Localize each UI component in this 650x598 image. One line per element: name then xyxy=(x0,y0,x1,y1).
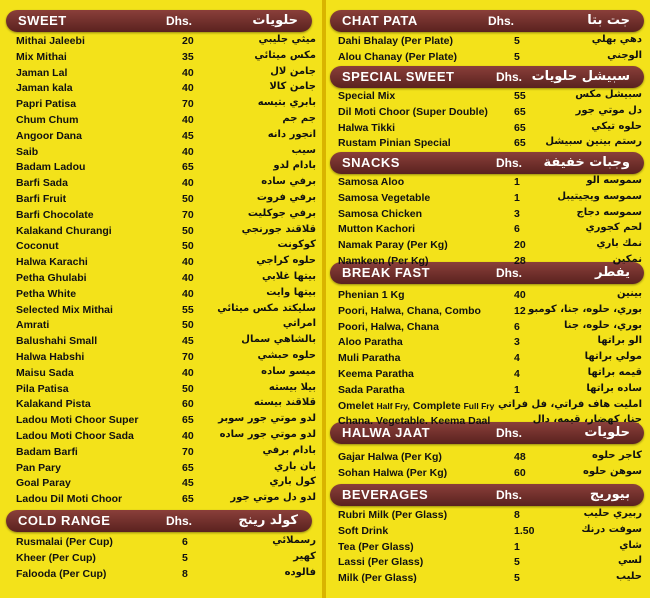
item-arabic-name: ميثي جليبي xyxy=(258,34,316,45)
item-price: 50 xyxy=(182,319,194,332)
item-arabic-name: لسي xyxy=(617,555,642,567)
item-name-note: Half Fry, xyxy=(376,400,410,411)
item-arabic-name: امراتي xyxy=(282,318,316,330)
menu-item xyxy=(338,254,642,269)
menu-item xyxy=(16,429,316,444)
item-arabic-name: كاجر حلوه xyxy=(592,450,642,461)
item-price: 8 xyxy=(182,567,188,580)
item-name: Selected Mix Mithai xyxy=(16,303,113,316)
item-price: 20 xyxy=(514,239,526,252)
menu-item xyxy=(338,238,642,253)
item-arabic-name: دهي بهلي xyxy=(591,34,642,45)
item-name: Sada Paratha xyxy=(338,383,405,396)
item-arabic-name: بوري، حلوه، جنا xyxy=(563,319,642,331)
item-price: 60 xyxy=(182,398,194,411)
item-price: 65 xyxy=(182,414,194,427)
item-name: Jaman Lal xyxy=(16,66,68,79)
item-arabic-name: ساده براتها xyxy=(586,382,642,394)
item-price: 70 xyxy=(182,445,194,458)
menu-item xyxy=(338,121,642,136)
item-price: 40 xyxy=(182,145,194,158)
item-arabic-name: رسملائي xyxy=(272,535,316,546)
item-name: Mithai Jaleebi xyxy=(16,35,85,47)
section-currency: Dhs. xyxy=(496,266,523,280)
menu-item xyxy=(16,224,316,239)
menu-item xyxy=(16,145,316,160)
item-price: 1 xyxy=(514,540,520,553)
menu-item xyxy=(338,175,642,190)
section-currency: Dhs. xyxy=(166,14,193,28)
item-name: Halwa Tikki xyxy=(338,121,396,134)
item-arabic-name: لدو موتي جور سوبر xyxy=(218,413,316,425)
menu-item xyxy=(16,461,316,476)
menu-item xyxy=(16,271,316,286)
item-price: 5 xyxy=(514,556,520,569)
item-name: Namak Paray (Per Kg) xyxy=(338,239,448,252)
item-name: Poori, Halwa, Chana, Combo xyxy=(338,304,481,317)
item-name: Chum Chum xyxy=(16,114,79,126)
menu-item xyxy=(16,160,316,175)
section-title: HALWA JAAT xyxy=(342,425,431,440)
item-name: Chana. Vegetable. Keema Daal xyxy=(338,415,491,428)
menu-item xyxy=(16,239,316,254)
item-name: Samosa Vegetable xyxy=(338,191,431,204)
item-name: Balushahi Small xyxy=(16,335,98,348)
item-arabic-name: بيلا بيسته xyxy=(268,381,316,393)
item-price: 48 xyxy=(514,451,526,463)
item-price: 40 xyxy=(182,256,194,269)
item-arabic-name: بوري، حلوه، جنا، كومبو xyxy=(528,303,642,315)
section-header-snacks xyxy=(330,152,644,174)
item-name: Ladou Dil Moti Choor xyxy=(16,493,123,506)
menu-item xyxy=(16,397,316,412)
item-price: 1.50 xyxy=(514,524,535,537)
item-price: 1 xyxy=(514,191,520,204)
item-name: Barfi Sada xyxy=(16,177,68,190)
item-price: 60 xyxy=(514,466,526,479)
menu-item xyxy=(338,466,642,481)
section-arabic-title: سبيشل حلويات xyxy=(531,69,630,84)
menu-item xyxy=(338,383,642,398)
item-arabic-name: برفي فروت xyxy=(256,192,316,203)
menu-item xyxy=(16,445,316,460)
item-price: 40 xyxy=(182,287,194,300)
item-price: 65 xyxy=(514,121,526,134)
item-arabic-name: نمكين xyxy=(612,254,642,265)
item-price: 40 xyxy=(182,66,194,79)
item-name: Lassi (Per Glass) xyxy=(338,556,424,569)
item-name: Mix Mithai xyxy=(16,50,67,63)
item-price: 45 xyxy=(182,129,194,142)
item-name: Pan Pary xyxy=(16,461,61,474)
item-name: Amrati xyxy=(16,319,50,332)
menu-item xyxy=(16,192,316,207)
item-name: Dahi Bhalay (Per Plate) xyxy=(338,35,453,47)
menu-item xyxy=(16,382,316,397)
section-title: SPECIAL SWEET xyxy=(342,69,455,84)
item-arabic-name: كول باري xyxy=(269,476,316,488)
item-arabic-name: بيتها وايت xyxy=(266,286,316,298)
section-header-cold-range xyxy=(6,510,312,532)
item-arabic-name: بينين xyxy=(617,288,642,299)
item-name xyxy=(338,400,494,412)
item-arabic-name: لدو موتي جور ساده xyxy=(219,429,316,440)
section-arabic-title: كولد رينج xyxy=(238,513,298,528)
item-name: Saib xyxy=(16,145,39,158)
item-name: Kheer (Per Cup) xyxy=(16,551,96,564)
item-price: 45 xyxy=(182,477,194,490)
section-header-sweet xyxy=(6,10,312,32)
column-divider xyxy=(322,0,326,598)
item-arabic-name: ميسو ساده xyxy=(261,365,316,377)
menu-item xyxy=(338,288,642,303)
item-name: Phenian 1 Kg xyxy=(338,289,405,301)
item-arabic-name: سبيشل مكس xyxy=(575,89,642,100)
menu-item xyxy=(16,34,316,49)
item-arabic-name: مولي براتها xyxy=(584,351,642,363)
item-arabic-name: سموسه الو xyxy=(586,175,642,186)
menu-item xyxy=(338,508,642,523)
item-arabic-name: بابري بتيسه xyxy=(257,97,316,109)
item-price: 4 xyxy=(514,352,520,365)
item-name: Ladou Moti Choor Super xyxy=(16,414,139,427)
item-price: 3 xyxy=(514,207,520,220)
item-name-main: Omelet xyxy=(338,399,377,412)
item-price: 45 xyxy=(182,335,194,348)
menu-item xyxy=(16,176,316,191)
item-name: Aloo Paratha xyxy=(338,336,403,349)
menu-item xyxy=(16,66,316,81)
item-name: Sohan Halwa (Per Kg) xyxy=(338,466,448,479)
item-name: Keema Paratha xyxy=(338,368,414,380)
item-arabic-name: برفي ساده xyxy=(261,176,316,188)
item-name: Dil Moti Choor (Super Double) xyxy=(338,105,488,118)
item-price: 70 xyxy=(182,208,194,221)
menu-item xyxy=(16,366,316,381)
item-price: 70 xyxy=(182,351,194,363)
item-price: 6 xyxy=(182,536,188,548)
item-arabic-name: لحم كجوري xyxy=(585,222,642,234)
menu-item xyxy=(338,89,642,104)
item-name: Kalakand Pista xyxy=(16,398,91,411)
menu-item xyxy=(338,555,642,570)
item-price: 55 xyxy=(182,303,194,316)
menu-item xyxy=(338,207,642,222)
menu-item xyxy=(338,367,642,382)
item-price: 5 xyxy=(514,35,520,47)
item-arabic-name: بادام لدو xyxy=(273,160,316,172)
menu-item xyxy=(16,208,316,223)
section-title: SNACKS xyxy=(342,155,400,170)
item-name: Badam Ladou xyxy=(16,161,86,174)
item-price: 65 xyxy=(514,105,526,118)
menu-item xyxy=(16,476,316,491)
item-price: 28 xyxy=(514,255,526,267)
menu-item xyxy=(338,540,642,555)
item-price: 8 xyxy=(514,509,520,521)
menu-item xyxy=(16,81,316,96)
item-arabic-name: بان باري xyxy=(274,460,316,472)
item-arabic-name: جامن لال xyxy=(270,65,316,77)
item-price: 3 xyxy=(514,336,520,349)
menu-item xyxy=(16,334,316,349)
item-arabic-name: الو براتها xyxy=(597,335,642,347)
item-name: Goal Paray xyxy=(16,477,71,490)
item-arabic-name: بالشاهي سمال xyxy=(241,334,316,346)
item-price: 50 xyxy=(182,382,194,395)
item-price: 5 xyxy=(514,50,520,63)
item-arabic-name: جامن كالا xyxy=(269,81,316,93)
section-currency: Dhs. xyxy=(166,514,193,528)
item-price: 35 xyxy=(182,50,194,63)
item-price: 6 xyxy=(514,320,520,333)
item-name: Alou Chanay (Per Plate) xyxy=(338,50,458,63)
item-name: Muli Paratha xyxy=(338,352,401,365)
item-name: Rubri Milk (Per Glass) xyxy=(338,509,448,521)
item-price: 40 xyxy=(182,177,194,190)
item-arabic-name: فالوده xyxy=(284,566,316,578)
item-name: Gajar Halwa (Per Kg) xyxy=(338,451,442,463)
item-arabic-name: بادام برفي xyxy=(262,444,316,456)
menu-item xyxy=(16,567,316,582)
menu-item xyxy=(16,413,316,428)
item-arabic-name: مكس ميثائي xyxy=(254,49,316,61)
item-name: Samosa Aloo xyxy=(338,176,405,188)
item-price: 40 xyxy=(182,430,194,442)
item-name: Maisu Sada xyxy=(16,366,74,379)
section-title: SWEET xyxy=(18,13,67,28)
menu-item xyxy=(338,571,642,586)
menu-item xyxy=(16,303,316,318)
section-arabic-title: حلويات xyxy=(252,13,298,28)
item-arabic-name: كوكونت xyxy=(277,239,316,251)
item-price: 50 xyxy=(182,224,194,237)
menu-item xyxy=(16,318,316,333)
item-price: 5 xyxy=(182,551,188,564)
menu-item xyxy=(338,335,642,350)
item-price: 40 xyxy=(182,82,194,95)
item-price: 40 xyxy=(514,289,526,301)
item-price: 50 xyxy=(182,240,194,253)
section-title: BEVERAGES xyxy=(342,487,429,502)
item-name: Petha White xyxy=(16,287,77,300)
item-arabic-name: سموسه دجاج xyxy=(576,206,642,218)
menu-item xyxy=(338,50,642,65)
menu-item xyxy=(338,320,642,335)
section-arabic-title: حلويات xyxy=(584,425,630,440)
menu-item xyxy=(338,191,642,206)
item-name: Samosa Chicken xyxy=(338,207,423,220)
item-name: Papri Patisa xyxy=(16,98,77,111)
item-price: 50 xyxy=(182,193,194,205)
item-price: 40 xyxy=(182,366,194,379)
item-name: Ladou Moti Choor Sada xyxy=(16,430,134,442)
item-arabic-name: الوجني xyxy=(607,49,642,61)
menu-item xyxy=(16,287,316,302)
item-price: 55 xyxy=(514,90,526,102)
item-name: Pila Patisa xyxy=(16,382,69,395)
menu-item xyxy=(338,399,642,414)
section-arabic-title: يفطر xyxy=(595,265,630,280)
item-name-rest: Complete xyxy=(409,399,464,412)
item-arabic-name: دل موتي جور xyxy=(575,104,642,116)
item-name: Badam Barfi xyxy=(16,445,78,458)
item-price: 5 xyxy=(514,572,520,585)
menu-item xyxy=(16,97,316,112)
item-name: Petha Ghulabi xyxy=(16,272,87,284)
item-arabic-name: سليكتد مكس ميثائي xyxy=(217,302,316,314)
item-price: 65 xyxy=(182,493,194,506)
item-name: Barfi Chocolate xyxy=(16,208,94,221)
section-title: COLD RANGE xyxy=(18,513,111,528)
item-arabic-name: انجور دانه xyxy=(267,128,316,140)
section-header-beverages xyxy=(330,484,644,506)
menu-item xyxy=(338,450,642,465)
item-arabic-name: حلوه كراجي xyxy=(256,255,316,267)
item-name: Coconut xyxy=(16,240,59,253)
section-header-chat-pata xyxy=(330,10,644,32)
section-title: BREAK FAST xyxy=(342,265,431,280)
item-name: Falooda (Per Cup) xyxy=(16,567,107,580)
item-arabic-name: حلوه تيكي xyxy=(591,120,642,132)
section-currency: Dhs. xyxy=(488,14,515,28)
item-arabic-name: قلاقند بيسته xyxy=(253,397,316,409)
item-arabic-name: قيمه براتها xyxy=(587,367,642,378)
item-arabic-name: حليب xyxy=(616,571,642,583)
item-price: 1 xyxy=(514,176,520,188)
menu-item xyxy=(338,351,642,366)
menu-item xyxy=(16,350,316,365)
item-arabic-name: قلاقند جورنجي xyxy=(241,223,316,235)
item-name: Halwa Karachi xyxy=(16,256,88,269)
item-name: Halwa Habshi xyxy=(16,351,85,363)
section-arabic-title: بيوريج xyxy=(589,487,630,502)
section-currency: Dhs. xyxy=(496,70,523,84)
item-price: 6 xyxy=(514,223,520,236)
item-arabic-name: حلوه حبشي xyxy=(257,350,316,361)
menu-item xyxy=(338,304,642,319)
menu-item xyxy=(338,524,642,539)
item-arabic-name: ربيري حليب xyxy=(583,508,642,519)
menu-item xyxy=(16,551,316,566)
item-arabic-name: سوفت درنك xyxy=(581,523,642,535)
item-name: Tea (Per Glass) xyxy=(338,540,414,553)
item-arabic-name: شاي xyxy=(619,539,642,551)
item-price: 40 xyxy=(182,114,194,126)
section-currency: Dhs. xyxy=(496,156,523,170)
item-price: 12 xyxy=(514,304,526,317)
item-price: 20 xyxy=(182,35,194,47)
section-currency: Dhs. xyxy=(496,426,523,440)
menu-item xyxy=(16,535,316,550)
item-name: Poori, Halwa, Chana xyxy=(338,320,439,333)
item-arabic-name: رستم بينين سبيشل xyxy=(545,136,642,148)
item-price: 65 xyxy=(514,137,526,150)
menu-item xyxy=(16,255,316,270)
menu-item xyxy=(338,222,642,237)
item-arabic-name: جم جم xyxy=(282,113,316,124)
menu-item xyxy=(16,129,316,144)
item-name: Special Mix xyxy=(338,90,396,102)
item-price: 40 xyxy=(182,272,194,284)
item-arabic-name: سوهن حلوه xyxy=(583,465,642,477)
item-price: 1 xyxy=(514,383,520,396)
item-name: Rusmalai (Per Cup) xyxy=(16,536,113,548)
item-name: Jaman kala xyxy=(16,82,73,95)
menu-item xyxy=(338,136,642,151)
menu-item xyxy=(338,105,642,120)
section-header-special-sweet xyxy=(330,66,644,88)
item-name: Barfi Fruit xyxy=(16,193,67,205)
item-arabic-name: بيتها غلابي xyxy=(261,271,316,282)
item-name-note: Full Fry xyxy=(463,400,495,411)
item-arabic-name: كهير xyxy=(293,550,316,562)
item-name: Angoor Dana xyxy=(16,129,82,142)
item-price: 65 xyxy=(182,161,194,174)
menu-item xyxy=(16,113,316,128)
item-name: Milk (Per Glass) xyxy=(338,572,417,585)
section-arabic-title: جت بتا xyxy=(587,13,630,28)
item-arabic-name: جنا، كهضار، قيمه، دال xyxy=(532,414,642,426)
item-arabic-name: امليت هاف فراتي، فل فراتي xyxy=(497,398,642,410)
menu-item xyxy=(338,414,642,429)
item-arabic-name: نمك باري xyxy=(596,238,642,250)
section-currency: Dhs. xyxy=(496,488,523,502)
menu-item xyxy=(338,34,642,49)
item-arabic-name: برفي جوكليت xyxy=(247,207,316,219)
item-price: 70 xyxy=(182,98,194,111)
item-name: Namkeen (Per Kg) xyxy=(338,255,429,267)
item-name: Soft Drink xyxy=(338,524,389,537)
item-price: 65 xyxy=(182,461,194,474)
section-arabic-title: وجبات خفيفة xyxy=(543,155,630,170)
section-title: CHAT PATA xyxy=(342,13,418,28)
menu-item xyxy=(16,492,316,507)
item-price: 4 xyxy=(514,368,520,380)
item-arabic-name: سموسه ويجيتيبل xyxy=(557,190,642,202)
item-name: Rustam Pinian Special xyxy=(338,137,451,150)
item-name: Kalakand Churangi xyxy=(16,224,112,237)
item-name: Mutton Kachori xyxy=(338,223,415,236)
menu-item xyxy=(16,50,316,65)
item-arabic-name: سيب xyxy=(291,144,316,156)
item-arabic-name: لدو دل موتي جور xyxy=(230,492,316,504)
